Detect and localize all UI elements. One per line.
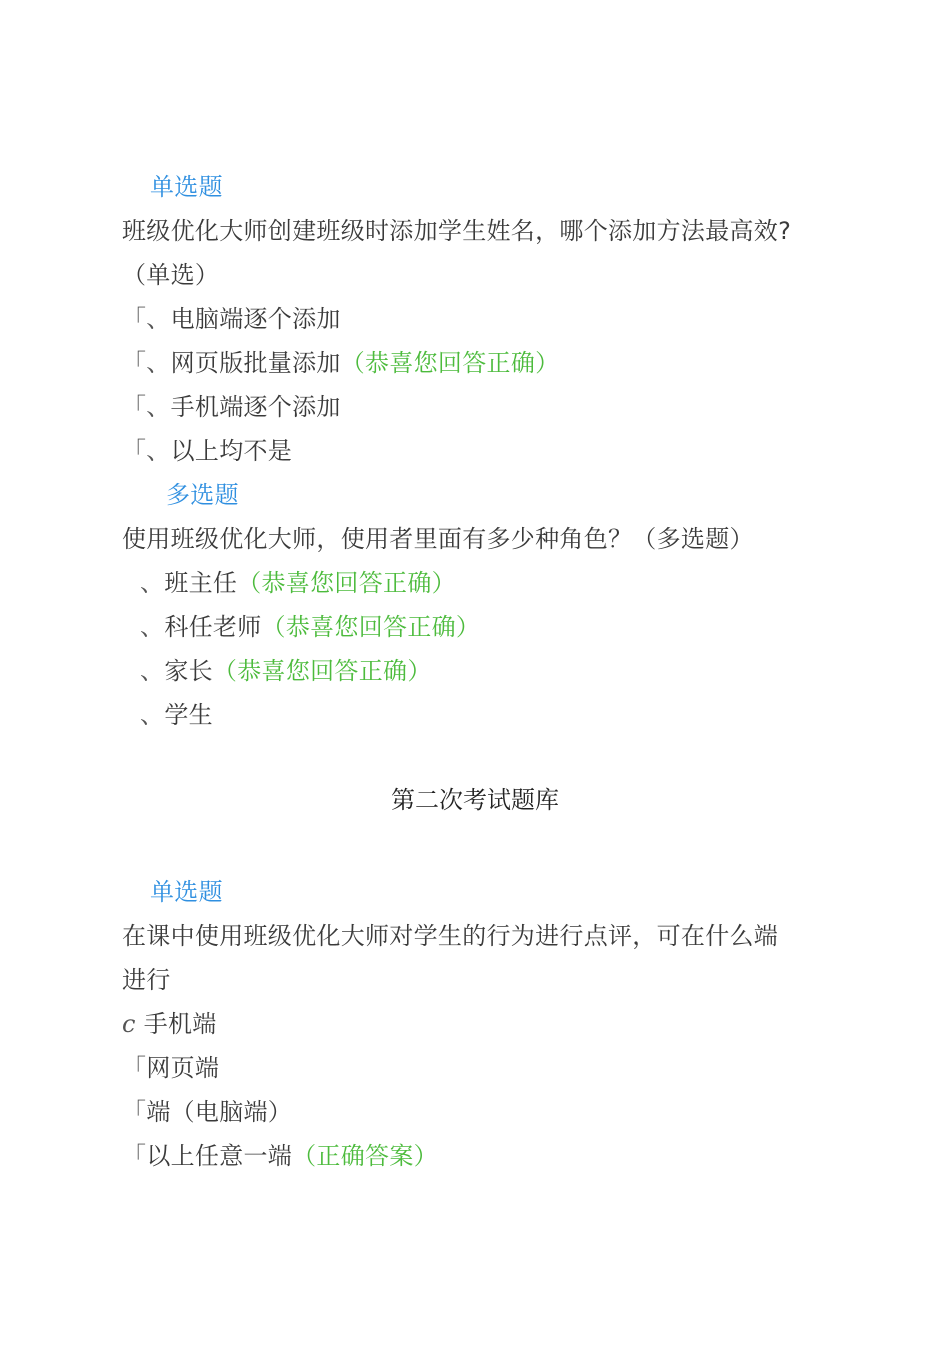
question-text-continued: （单选） xyxy=(122,261,220,289)
question-type-label: 单选题 xyxy=(150,878,223,906)
correct-note: （恭喜您回答正确） xyxy=(237,569,456,597)
option-text: 家长 xyxy=(164,657,213,685)
option-item xyxy=(122,1096,292,1128)
option-item xyxy=(140,567,456,599)
option-mark: 「、 xyxy=(122,437,171,465)
option-item xyxy=(140,655,432,687)
option-mark: 「 xyxy=(122,1054,147,1082)
option-item xyxy=(122,303,341,335)
option-item xyxy=(122,1008,217,1040)
option-mark: 、 xyxy=(140,569,165,597)
option-item xyxy=(140,611,480,643)
option-item xyxy=(140,699,213,731)
question-text: 使用班级优化大师，使用者里面有多少种角色？（多选题） xyxy=(122,525,754,553)
section-heading: 第二次考试题库 xyxy=(391,786,559,814)
option-text: 网页版批量添加 xyxy=(170,349,341,377)
option-text: 以上均不是 xyxy=(170,437,293,465)
correct-note: （恭喜您回答正确） xyxy=(212,657,432,685)
option-text: 网页端 xyxy=(146,1054,220,1082)
correct-note: （恭喜您回答正确） xyxy=(261,613,481,641)
option-mark: 「、 xyxy=(122,393,171,421)
option-item xyxy=(122,1052,219,1084)
correct-note: （正确答案） xyxy=(292,1142,438,1170)
option-text: 手机端逐个添加 xyxy=(170,393,341,421)
option-text: 电脑端逐个添加 xyxy=(170,305,341,333)
question-text: 在课中使用班级优化大师对学生的行为进行点评，可在什么端 xyxy=(122,922,779,950)
question-type-label: 单选题 xyxy=(150,173,223,201)
option-item xyxy=(122,435,292,467)
option-text: 班主任 xyxy=(164,569,238,597)
option-text: 手机端 xyxy=(143,1010,217,1038)
option-mark: 、 xyxy=(140,701,165,729)
option-item xyxy=(122,391,341,423)
question-text-continued: 进行 xyxy=(122,966,171,994)
option-text: 端（电脑端） xyxy=(146,1098,293,1126)
option-mark: 「 xyxy=(122,1098,147,1126)
option-item xyxy=(122,347,559,379)
question-text: 班级优化大师创建班级时添加学生姓名，哪个添加方法最高效? xyxy=(122,217,792,245)
option-mark: 「 xyxy=(122,1142,147,1170)
option-mark: c xyxy=(122,1010,136,1038)
option-item xyxy=(122,1140,438,1172)
option-text: 以上任意一端 xyxy=(146,1142,293,1170)
option-mark: 、 xyxy=(140,613,165,641)
option-mark: 、 xyxy=(140,657,165,685)
option-mark: 「、 xyxy=(122,305,171,333)
option-text: 学生 xyxy=(164,701,213,729)
option-mark: 「、 xyxy=(122,349,171,377)
question-type-label: 多选题 xyxy=(166,481,239,509)
correct-note: （恭喜您回答正确） xyxy=(340,349,560,377)
option-text: 科任老师 xyxy=(164,613,262,641)
